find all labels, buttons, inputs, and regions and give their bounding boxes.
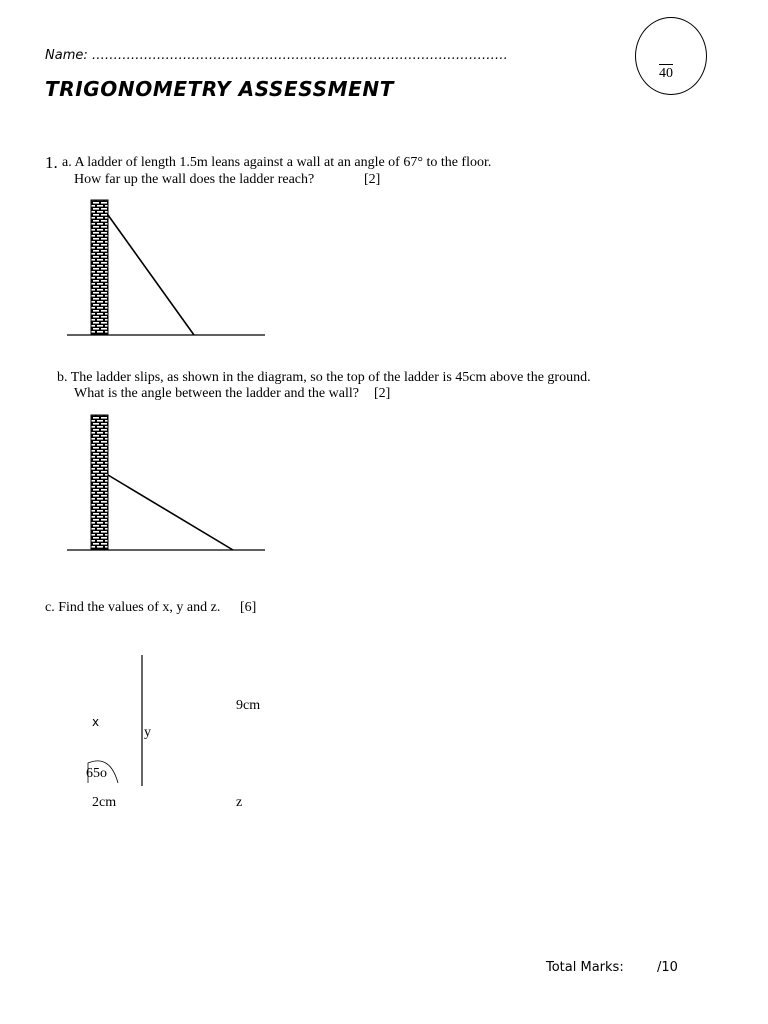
wall: [91, 200, 108, 334]
question-1a-marks: [2]: [364, 172, 381, 187]
label-x: x: [92, 715, 100, 729]
total-marks-label: Total Marks:: [546, 960, 624, 975]
question-1b-text: b. The ladder slips, as shown in the diagram, so the top of the ladder is 45cm above the ground.: [57, 370, 591, 385]
label-z: z: [236, 795, 243, 810]
question-1b-marks: [2]: [374, 386, 391, 401]
question-number: 1.: [45, 153, 58, 172]
question-1c-text: c. Find the values of x, y and z.: [45, 600, 221, 615]
question-1a-text-line2: How far up the wall does the ladder reach?: [74, 172, 315, 187]
question-1b-text-line2: What is the angle between the ladder and the wall?: [74, 386, 359, 401]
total-marks-value: /10: [657, 960, 678, 975]
score-circle: [635, 17, 707, 95]
ladder-diagram-a: [60, 195, 280, 345]
page-title: TRIGONOMETRY ASSESSMENT: [45, 77, 394, 101]
wall: [91, 415, 108, 549]
name-field[interactable]: Name: ……………………………………………………………………………………: [45, 48, 508, 63]
ladder: [108, 215, 194, 335]
ladder: [108, 475, 233, 550]
ladder-diagram-b: [60, 410, 280, 560]
score-total: 40: [659, 66, 673, 81]
label-angle-65: 65o: [86, 766, 107, 781]
label-y: y: [144, 725, 151, 740]
question-1c-marks: [6]: [240, 600, 257, 615]
question-1a-text: a. A ladder of length 1.5m leans against a wall at an angle of 67° to the floor.: [62, 155, 492, 170]
label-9cm: 9cm: [236, 698, 261, 713]
label-2cm: 2cm: [92, 795, 117, 810]
